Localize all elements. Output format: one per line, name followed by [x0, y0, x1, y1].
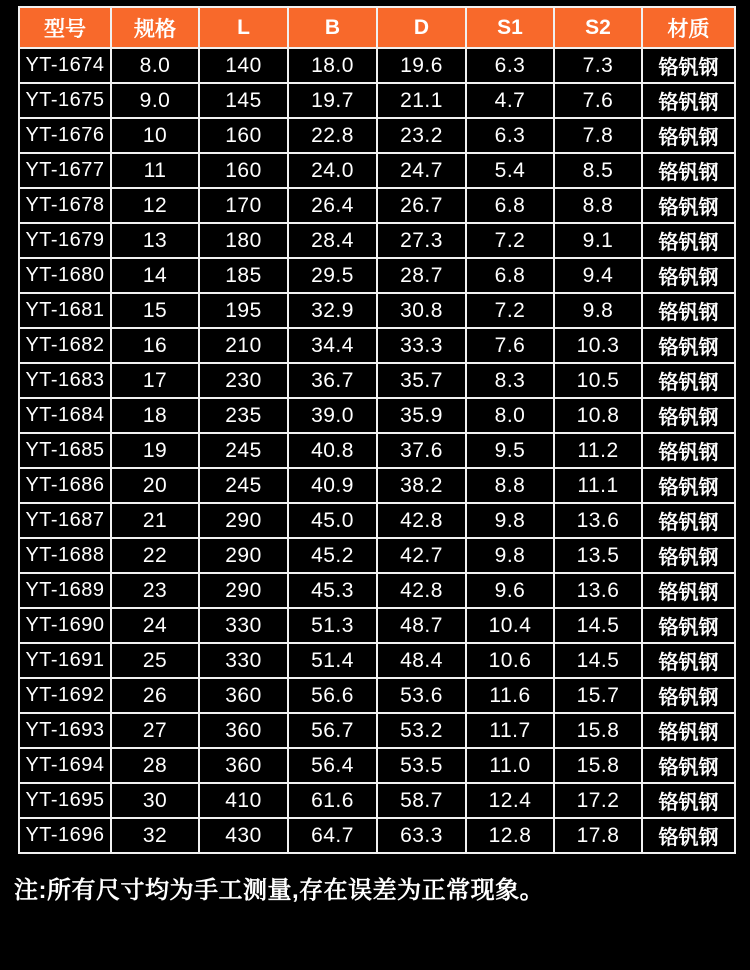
- table-cell: 64.7: [288, 818, 377, 853]
- table-cell: 铬钒钢: [642, 433, 735, 468]
- header-s1: S1: [466, 7, 554, 48]
- table-cell: 9.4: [554, 258, 642, 293]
- table-cell: 330: [199, 643, 288, 678]
- table-cell: 15: [111, 293, 199, 328]
- table-cell: 铬钒钢: [642, 643, 735, 678]
- table-cell: 23: [111, 573, 199, 608]
- table-cell: 56.7: [288, 713, 377, 748]
- table-cell: 铬钒钢: [642, 258, 735, 293]
- table-cell: 10.3: [554, 328, 642, 363]
- table-cell: 17.2: [554, 783, 642, 818]
- table-cell: 61.6: [288, 783, 377, 818]
- table-cell: 56.4: [288, 748, 377, 783]
- table-cell: 28: [111, 748, 199, 783]
- table-cell: 15.7: [554, 678, 642, 713]
- table-cell: 24.7: [377, 153, 466, 188]
- table-cell: 10.4: [466, 608, 554, 643]
- table-cell: 63.3: [377, 818, 466, 853]
- table-row: [19, 573, 735, 608]
- table-cell: 29.5: [288, 258, 377, 293]
- table-cell: 8.8: [466, 468, 554, 503]
- header-l: L: [199, 7, 288, 48]
- table-cell: 铬钒钢: [642, 363, 735, 398]
- table-cell: 185: [199, 258, 288, 293]
- table-cell: 53.2: [377, 713, 466, 748]
- table-cell: 24: [111, 608, 199, 643]
- table-cell: 26.4: [288, 188, 377, 223]
- table-cell: 7.6: [466, 328, 554, 363]
- table-row: [19, 818, 735, 853]
- table-cell: 170: [199, 188, 288, 223]
- table-cell: YT-1682: [19, 328, 111, 363]
- table-cell: 16: [111, 328, 199, 363]
- table-cell: 6.8: [466, 258, 554, 293]
- table-cell: YT-1675: [19, 83, 111, 118]
- table-cell: 9.0: [111, 83, 199, 118]
- table-cell: 14.5: [554, 643, 642, 678]
- header-model: 型号: [19, 7, 111, 48]
- table-cell: 17: [111, 363, 199, 398]
- table-cell: 4.7: [466, 83, 554, 118]
- table-cell: 245: [199, 433, 288, 468]
- table-cell: 23.2: [377, 118, 466, 153]
- table-cell: 24.0: [288, 153, 377, 188]
- table-cell: 48.4: [377, 643, 466, 678]
- table-cell: 11.2: [554, 433, 642, 468]
- table-cell: 6.8: [466, 188, 554, 223]
- table-cell: 12.4: [466, 783, 554, 818]
- table-cell: 13.5: [554, 538, 642, 573]
- table-cell: 33.3: [377, 328, 466, 363]
- table-row: [19, 363, 735, 398]
- table-cell: 11.7: [466, 713, 554, 748]
- table-cell: 11.1: [554, 468, 642, 503]
- table-cell: 15.8: [554, 713, 642, 748]
- table-cell: 铬钒钢: [642, 468, 735, 503]
- table-cell: 56.6: [288, 678, 377, 713]
- table-cell: YT-1687: [19, 503, 111, 538]
- table-cell: 铬钒钢: [642, 293, 735, 328]
- table-cell: 35.9: [377, 398, 466, 433]
- table-cell: YT-1683: [19, 363, 111, 398]
- table-cell: 58.7: [377, 783, 466, 818]
- table-row: [19, 713, 735, 748]
- table-cell: 42.8: [377, 503, 466, 538]
- table-cell: 45.3: [288, 573, 377, 608]
- table-cell: YT-1696: [19, 818, 111, 853]
- table-cell: 7.3: [554, 48, 642, 83]
- table-cell: 42.7: [377, 538, 466, 573]
- table-cell: 10: [111, 118, 199, 153]
- table-cell: YT-1678: [19, 188, 111, 223]
- table-cell: 19.7: [288, 83, 377, 118]
- table-cell: 430: [199, 818, 288, 853]
- table-cell: 26: [111, 678, 199, 713]
- table-cell: 53.6: [377, 678, 466, 713]
- table-cell: 37.6: [377, 433, 466, 468]
- header-spec: 规格: [111, 7, 199, 48]
- table-cell: YT-1680: [19, 258, 111, 293]
- header-s2: S2: [554, 7, 642, 48]
- table-cell: 19: [111, 433, 199, 468]
- table-cell: 40.9: [288, 468, 377, 503]
- table-row: [19, 293, 735, 328]
- table-cell: 51.3: [288, 608, 377, 643]
- table-cell: 51.4: [288, 643, 377, 678]
- table-cell: 245: [199, 468, 288, 503]
- table-cell: 410: [199, 783, 288, 818]
- table-cell: 17.8: [554, 818, 642, 853]
- table-cell: 15.8: [554, 748, 642, 783]
- table-row: [19, 433, 735, 468]
- table-row: [19, 783, 735, 818]
- table-cell: YT-1695: [19, 783, 111, 818]
- table-cell: 7.2: [466, 293, 554, 328]
- table-cell: YT-1694: [19, 748, 111, 783]
- table-row: [19, 538, 735, 573]
- table-row: [19, 48, 735, 83]
- table-cell: 38.2: [377, 468, 466, 503]
- table-cell: 铬钒钢: [642, 118, 735, 153]
- table-cell: 12: [111, 188, 199, 223]
- table-cell: 8.0: [111, 48, 199, 83]
- table-cell: 160: [199, 153, 288, 188]
- table-cell: 铬钒钢: [642, 83, 735, 118]
- table-row: [19, 153, 735, 188]
- table-cell: 14.5: [554, 608, 642, 643]
- table-cell: 20: [111, 468, 199, 503]
- table-cell: YT-1686: [19, 468, 111, 503]
- table-cell: YT-1681: [19, 293, 111, 328]
- table-cell: 7.8: [554, 118, 642, 153]
- table-cell: 140: [199, 48, 288, 83]
- header-b: B: [288, 7, 377, 48]
- table-cell: 铬钒钢: [642, 328, 735, 363]
- table-cell: 235: [199, 398, 288, 433]
- table-cell: 27.3: [377, 223, 466, 258]
- table-row: [19, 503, 735, 538]
- table-cell: 13: [111, 223, 199, 258]
- table-cell: 10.8: [554, 398, 642, 433]
- table-cell: 21: [111, 503, 199, 538]
- table-cell: 21.1: [377, 83, 466, 118]
- table-cell: 290: [199, 538, 288, 573]
- table-cell: YT-1674: [19, 48, 111, 83]
- table-row: [19, 188, 735, 223]
- table-cell: 6.3: [466, 118, 554, 153]
- table-row: [19, 118, 735, 153]
- table-cell: 6.3: [466, 48, 554, 83]
- table-cell: 39.0: [288, 398, 377, 433]
- table-cell: 18.0: [288, 48, 377, 83]
- header-d: D: [377, 7, 466, 48]
- table-cell: 36.7: [288, 363, 377, 398]
- table-cell: 35.7: [377, 363, 466, 398]
- table-cell: YT-1693: [19, 713, 111, 748]
- table-cell: 10.5: [554, 363, 642, 398]
- table-cell: 180: [199, 223, 288, 258]
- table-cell: 40.8: [288, 433, 377, 468]
- measurement-note: 注:所有尺寸均为手工测量,存在误差为正常现象。: [14, 877, 545, 904]
- table-cell: 42.8: [377, 573, 466, 608]
- table-row: [19, 83, 735, 118]
- table-cell: YT-1688: [19, 538, 111, 573]
- table-cell: YT-1690: [19, 608, 111, 643]
- table-cell: 330: [199, 608, 288, 643]
- table-cell: YT-1679: [19, 223, 111, 258]
- table-row: [19, 748, 735, 783]
- table-cell: 铬钒钢: [642, 223, 735, 258]
- table-cell: 28.7: [377, 258, 466, 293]
- table-cell: YT-1689: [19, 573, 111, 608]
- table-cell: 48.7: [377, 608, 466, 643]
- table-cell: 13.6: [554, 573, 642, 608]
- table-cell: 210: [199, 328, 288, 363]
- table-cell: 11.0: [466, 748, 554, 783]
- table-cell: YT-1677: [19, 153, 111, 188]
- table-cell: 铬钒钢: [642, 398, 735, 433]
- table-cell: 32: [111, 818, 199, 853]
- table-cell: 195: [199, 293, 288, 328]
- table-cell: 铬钒钢: [642, 748, 735, 783]
- table-cell: 22: [111, 538, 199, 573]
- table-cell: 28.4: [288, 223, 377, 258]
- table-cell: 360: [199, 748, 288, 783]
- table-cell: YT-1691: [19, 643, 111, 678]
- table-cell: 5.4: [466, 153, 554, 188]
- table-cell: 铬钒钢: [642, 538, 735, 573]
- header-material: 材质: [642, 7, 735, 48]
- table-cell: 铬钒钢: [642, 188, 735, 223]
- table-cell: 8.3: [466, 363, 554, 398]
- table-cell: 45.2: [288, 538, 377, 573]
- table-cell: 10.6: [466, 643, 554, 678]
- spec-table: [18, 6, 736, 854]
- page: [0, 6, 750, 970]
- table-cell: 22.8: [288, 118, 377, 153]
- table-cell: 360: [199, 713, 288, 748]
- table-cell: 290: [199, 573, 288, 608]
- table-cell: 145: [199, 83, 288, 118]
- table-row: [19, 398, 735, 433]
- table-cell: YT-1684: [19, 398, 111, 433]
- table-cell: 45.0: [288, 503, 377, 538]
- table-cell: 18: [111, 398, 199, 433]
- table-cell: 13.6: [554, 503, 642, 538]
- table-cell: 铬钒钢: [642, 153, 735, 188]
- table-cell: 9.1: [554, 223, 642, 258]
- table-cell: 34.4: [288, 328, 377, 363]
- table-cell: 30.8: [377, 293, 466, 328]
- table-cell: 360: [199, 678, 288, 713]
- table-cell: 32.9: [288, 293, 377, 328]
- spec-table-body: [19, 48, 735, 853]
- table-cell: 30: [111, 783, 199, 818]
- table-cell: 160: [199, 118, 288, 153]
- table-cell: 8.0: [466, 398, 554, 433]
- table-cell: 9.6: [466, 573, 554, 608]
- table-cell: 11.6: [466, 678, 554, 713]
- table-row: [19, 468, 735, 503]
- table-row: [19, 678, 735, 713]
- table-cell: 铬钒钢: [642, 48, 735, 83]
- table-row: [19, 223, 735, 258]
- table-cell: 铬钒钢: [642, 573, 735, 608]
- table-cell: 25: [111, 643, 199, 678]
- table-cell: 27: [111, 713, 199, 748]
- table-cell: YT-1692: [19, 678, 111, 713]
- table-cell: 铬钒钢: [642, 503, 735, 538]
- table-cell: 铬钒钢: [642, 678, 735, 713]
- table-cell: YT-1685: [19, 433, 111, 468]
- table-cell: 26.7: [377, 188, 466, 223]
- table-cell: 7.6: [554, 83, 642, 118]
- table-cell: 12.8: [466, 818, 554, 853]
- table-cell: YT-1676: [19, 118, 111, 153]
- table-row: [19, 258, 735, 293]
- table-row: [19, 643, 735, 678]
- table-cell: 8.5: [554, 153, 642, 188]
- table-cell: 230: [199, 363, 288, 398]
- table-cell: 8.8: [554, 188, 642, 223]
- table-row: [19, 608, 735, 643]
- table-cell: 11: [111, 153, 199, 188]
- table-cell: 9.8: [554, 293, 642, 328]
- table-row: [19, 328, 735, 363]
- table-cell: 9.8: [466, 538, 554, 573]
- table-cell: 铬钒钢: [642, 783, 735, 818]
- table-header-row: [19, 7, 735, 48]
- table-cell: 铬钒钢: [642, 608, 735, 643]
- table-cell: 290: [199, 503, 288, 538]
- table-cell: 19.6: [377, 48, 466, 83]
- table-cell: 9.5: [466, 433, 554, 468]
- table-cell: 7.2: [466, 223, 554, 258]
- table-cell: 9.8: [466, 503, 554, 538]
- table-cell: 53.5: [377, 748, 466, 783]
- table-cell: 14: [111, 258, 199, 293]
- table-cell: 铬钒钢: [642, 713, 735, 748]
- table-cell: 铬钒钢: [642, 818, 735, 853]
